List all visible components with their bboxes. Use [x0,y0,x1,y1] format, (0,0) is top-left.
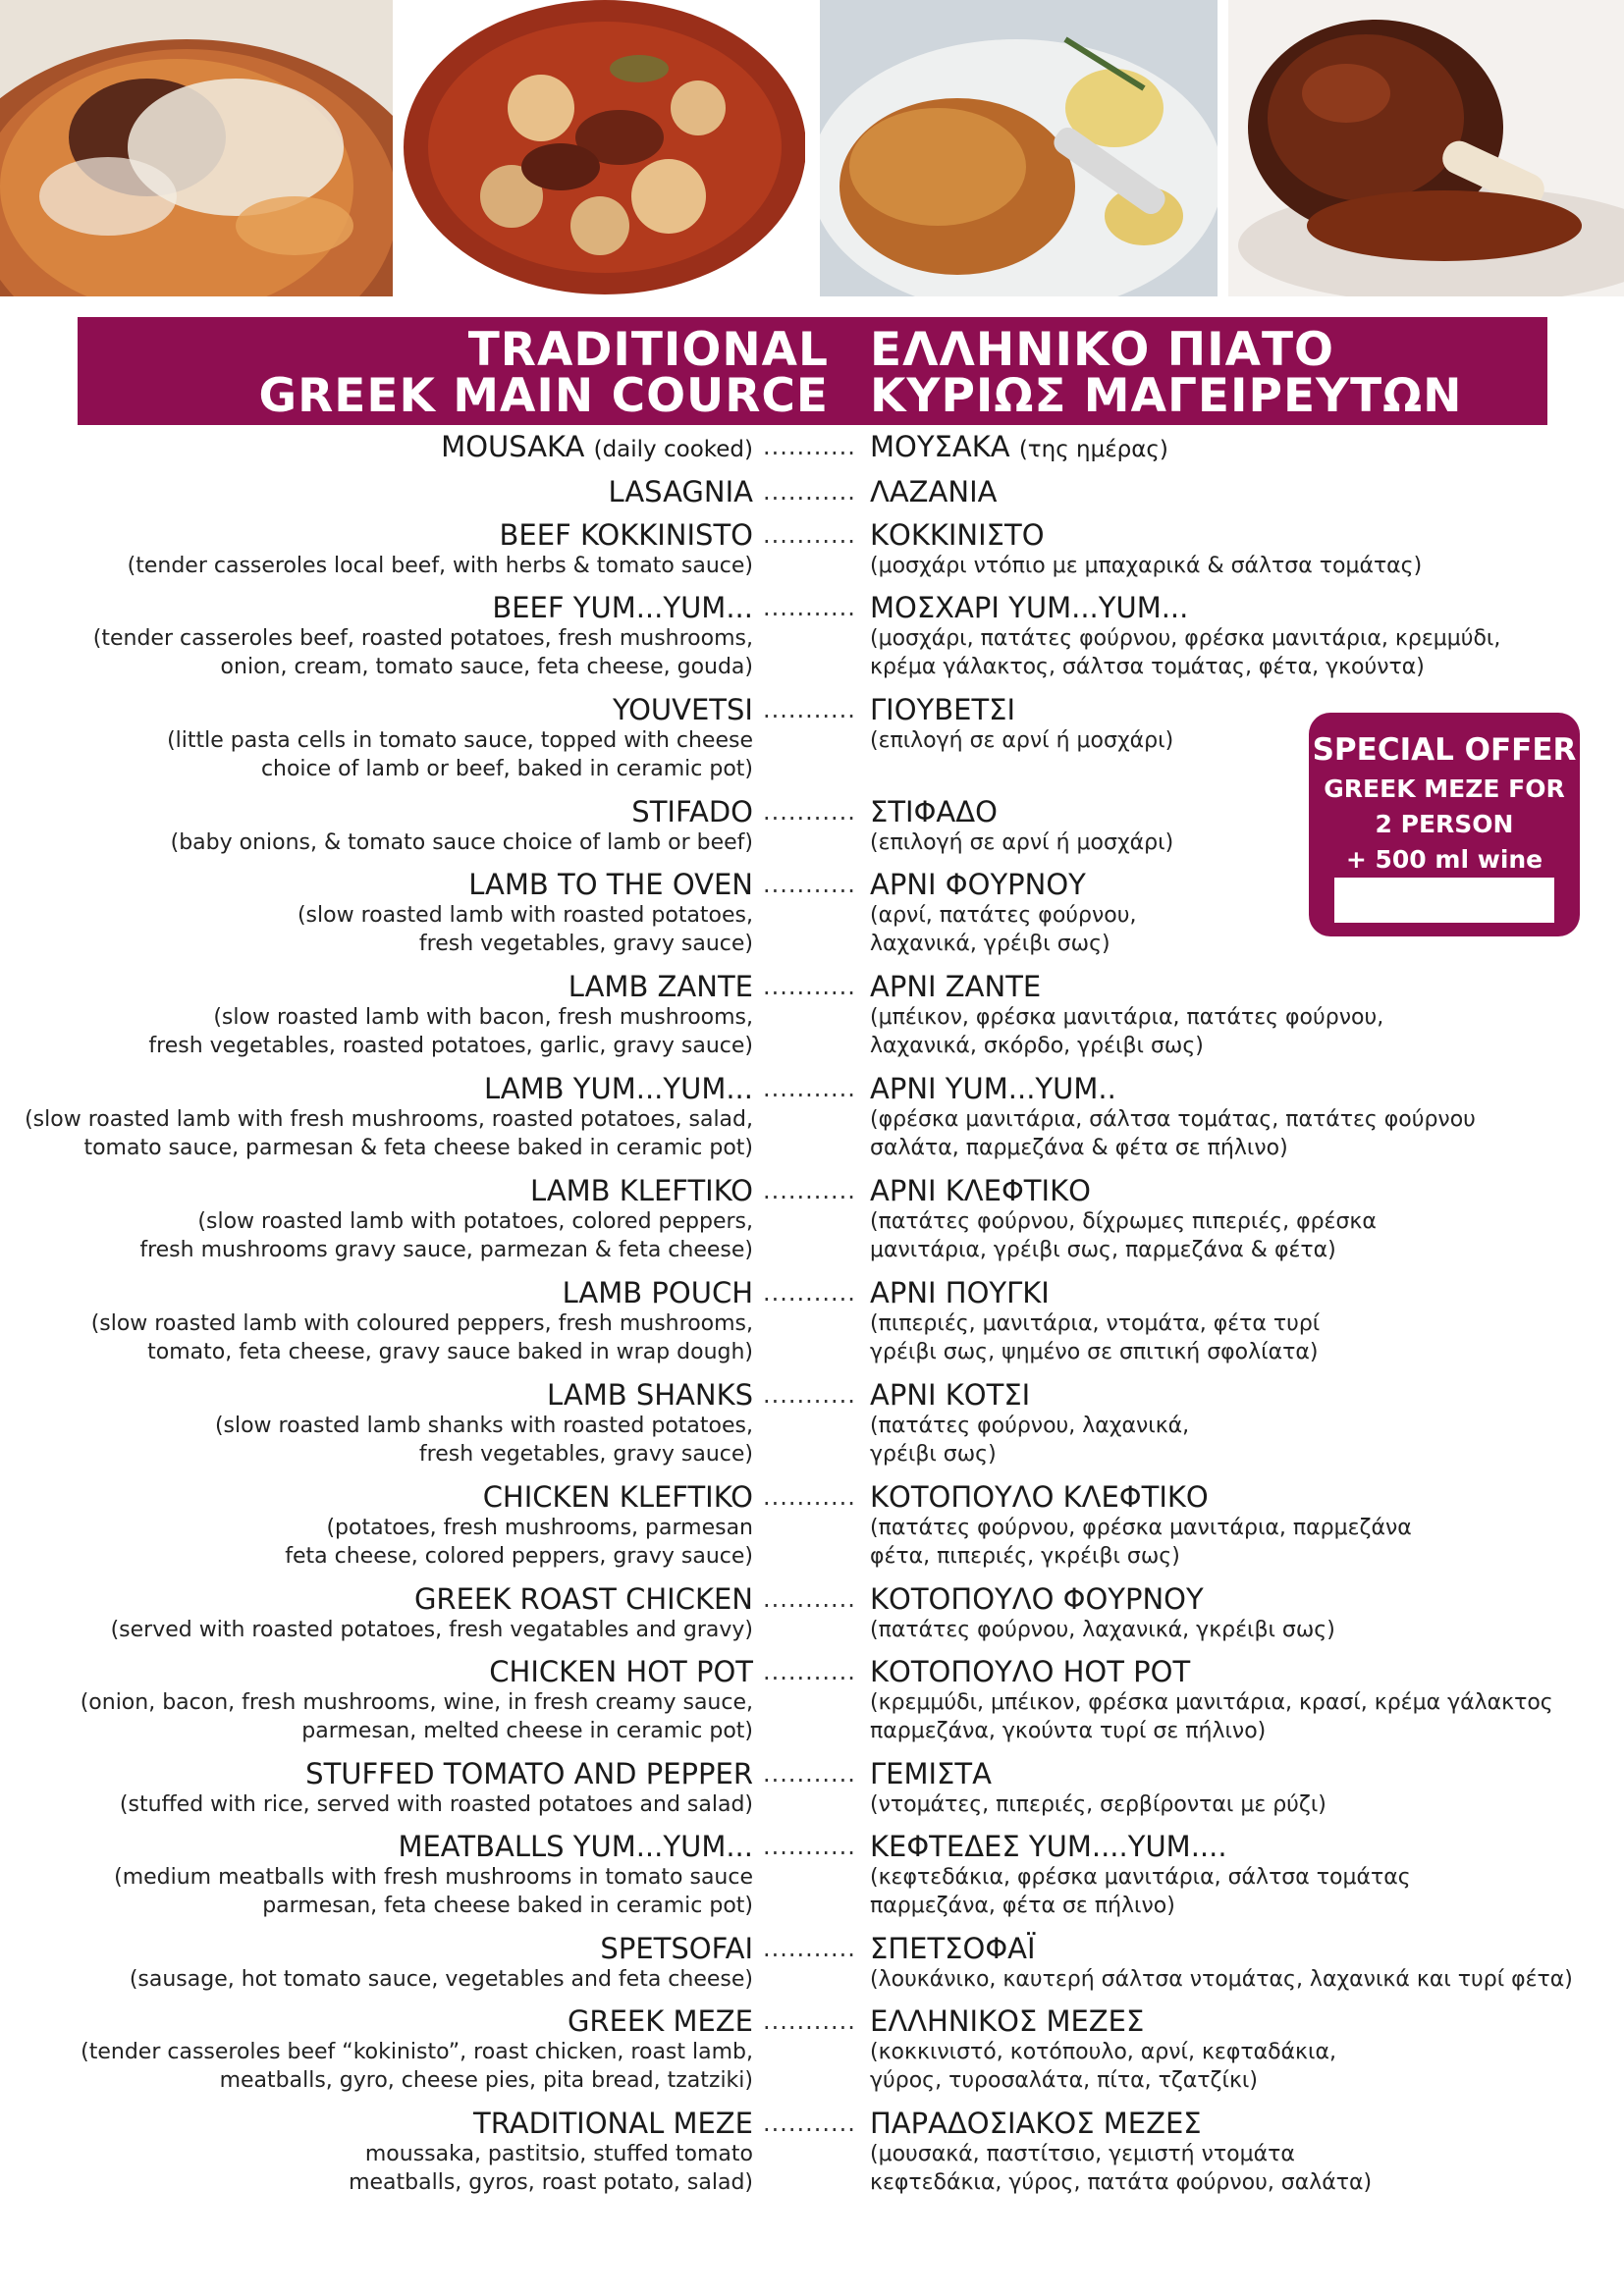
dish-name-english [298,868,753,901]
dish-name-greek [870,518,1422,552]
dot-leader: ........... [763,871,856,898]
dish-name-english [215,1378,753,1412]
dish-description-english: (slow roasted lamb with potatoes, colored peppers, [197,1209,753,1234]
offer-price-box [1334,878,1554,923]
dish-name-english [167,693,753,726]
dish-name-greek [870,1830,1411,1863]
dot-leader: ........... [763,433,856,460]
menu-item-english [81,1655,753,1745]
menu-item-greek [870,1480,1412,1571]
dish-name-greek-text: ΜΟΥΣΑΚΑ [870,430,1010,463]
dish-name-english-text: LAMB TO THE OVEN [468,868,753,901]
dot-leader: ........... [763,594,856,621]
dish-name-english [111,1582,753,1616]
dish-name-greek [870,430,1168,466]
dish-description-english: (potatoes, fresh mushrooms, parmesan [326,1516,753,1540]
dish-name-english-text: LAMB POUCH [562,1276,753,1309]
dish-name-english [120,1757,753,1790]
dish-description-greek: φέτα, πιπεριές, γκρέιβι σως) [870,1544,1180,1569]
menu-item-english [139,1174,753,1264]
header-greek [870,323,1463,423]
dish-name-english-text: CHICKEN HOT POT [489,1655,753,1688]
dish-description-english: (baby onions, & tomato sauce choice of lamb or beef) [170,830,753,855]
dot-leader: ........... [763,1075,856,1102]
dish-description-greek: λαχανικά, γρέιβι σως) [870,932,1110,956]
dish-name-greek-text: ΛΑΖΑΝΙΑ [870,475,998,508]
dish-name-greek-text: ΣΠΕΤΣΟΦΑΪ [870,1932,1036,1965]
menu-item-english [91,1276,753,1366]
dish-name-english [349,2107,753,2140]
dish-name-english-text: LAMB ZANTE [568,970,753,1003]
dish-description-greek: (φρέσκα μανιτάρια, σάλτσα τομάτας, πατάτες φούρνου [870,1107,1476,1132]
dot-leader: ........... [763,696,856,723]
dish-name-greek-text: ΚΟΤΟΠΟΥΛΟ HOT POT [870,1655,1191,1688]
dish-description-greek: (πιπεριές, μανιτάρια, ντομάτα, φέτα τυρί [870,1311,1321,1336]
menu-item-greek [870,1174,1377,1264]
dish-description-greek: (κεφτεδάκια, φρέσκα μανιτάρια, σάλτσα τομάτας [870,1865,1411,1890]
dish-name-english [130,1932,753,1965]
youvetsi-photo [0,0,393,296]
dot-leader: ........... [763,1483,856,1511]
dish-name-greek-text: ΚΟΤΟΠΟΥΛΟ ΦΟΥΡΝΟΥ [870,1582,1204,1616]
dish-name-greek [870,591,1500,624]
dish-name-greek-text: ΑΡΝΙ ΚΛΕΦΤΙΚΟ [870,1174,1091,1207]
dish-name-english-text: LASAGNIA [608,475,753,508]
dish-name-english-text: MEATBALLS YUM...YUM... [398,1830,753,1863]
dish-description-english: (slow roasted lamb with roasted potatoes, [297,903,753,928]
dish-description-greek: (κοκκινιστό, κοτόπουλο, αρνί, κεφταδάκια, [870,2040,1336,2064]
menu-item-greek [870,430,1168,466]
dish-description-english: onion, cream, tomato sauce, feta cheese, gouda) [220,655,753,679]
dish-name-english [81,1655,753,1688]
menu-item-greek [870,1072,1476,1162]
dot-leader: ........... [763,2109,856,2137]
menu-item-greek [870,2107,1372,2197]
dish-description-english: (sausage, hot tomato sauce, vegetables and feta cheese) [129,1967,753,1992]
dish-name-greek-text: ΚΟΚΚΙΝΙΣΤΟ [870,518,1045,552]
menu-item-greek [870,693,1173,755]
dish-name-greek [870,1757,1326,1790]
lamb-shank-photo [1228,0,1624,296]
menu-item-greek [870,591,1500,681]
dot-leader: ........... [763,973,856,1000]
offer-title: SPECIAL OFFER [1312,732,1577,768]
dish-description-greek: κρέμα γάλακτος, σάλτσα τομάτας, φέτα, γκούντα) [870,655,1425,679]
dish-description-greek: γρέιβι σως, ψημένο σε σπιτική σφολίατα) [870,1340,1319,1364]
dish-description-english: (served with roasted potatoes, fresh vegatables and gravy) [110,1618,753,1642]
menu-item-greek [870,1830,1411,1920]
dish-description-greek: παρμεζάνα, γκούντα τυρί σε πήλινο) [870,1719,1267,1743]
menu-item-greek [870,1582,1335,1644]
roast-chicken-photo [820,0,1218,296]
dish-description-english: parmesan, melted cheese in ceramic pot) [301,1719,753,1743]
menu-item-english [349,2107,753,2197]
dish-description-greek: (πατάτες φούρνου, φρέσκα μανιτάρια, παρμεζάνα [870,1516,1412,1540]
dish-description-english: (stuffed with rice, served with roasted potatoes and salad) [119,1792,753,1817]
dish-name-english [171,795,753,828]
dish-description-english: (tender casseroles local beef, with herbs & tomato sauce) [127,554,753,578]
menu-item-english [441,430,753,466]
menu-item-english [25,1072,753,1162]
dish-description-english: moussaka, pastitsio, stuffed tomato [364,2142,753,2166]
menu-item-english [128,518,753,580]
dish-description-greek: (μοσχάρι, πατάτες φούρνου, φρέσκα μανιτάρια, κρεμμύδι, [870,626,1501,651]
dish-name-english [285,1480,753,1514]
dish-description-greek: (πατάτες φούρνου, λαχανικά, [870,1414,1190,1438]
dot-leader: ........... [763,1935,856,1962]
dish-description-english: meatballs, gyro, cheese pies, pita bread, tzatziki) [219,2068,753,2093]
dish-description-english: feta cheese, colored peppers, gravy sauce) [285,1544,753,1569]
dish-name-greek [870,970,1383,1003]
menu-item-greek [870,1932,1573,1994]
menu-item-greek [870,1757,1326,1819]
dish-description-greek: κεφτεδάκια, γύρος, πατάτα φούρνου, σαλάτα) [870,2170,1373,2195]
dish-description-english: (slow roasted lamb with fresh mushrooms, roasted potatoes, salad, [25,1107,753,1132]
dish-description-english: (tender casseroles beef “kokinisto”, roast chicken, roast lamb, [81,2040,753,2064]
menu-item-english [215,1378,753,1468]
dot-leader: ........... [763,1658,856,1685]
header-greek-line-2: ΚΥΡΙΩΣ ΜΑΓΕΙΡΕΥΤΩΝ [870,369,1463,423]
menu-item-greek [870,2004,1336,2095]
dot-leader: ........... [763,1760,856,1788]
menu-item-english [130,1932,753,1994]
dish-description-english: parmesan, feta cheese baked in ceramic pot) [262,1894,753,1918]
header-greek-line-1: ΕΛΛΗΝΙΚΟ ΠΙΑΤΟ [870,323,1334,377]
menu-item-greek [870,518,1422,580]
dish-name-english-text: LAMB KLEFTIKO [530,1174,753,1207]
dish-name-english [441,430,753,466]
menu-item-greek [870,1276,1320,1366]
dish-name-greek-text: ΚΟΤΟΠΟΥΛΟ ΚΛΕΦΤΙΚΟ [870,1480,1209,1514]
dish-name-english [114,1830,753,1863]
dish-name-greek-text: ΑΡΝΙ YUM...YUM.. [870,1072,1116,1105]
dish-description-english: tomato, feta cheese, gravy sauce baked in wrap dough) [147,1340,753,1364]
dish-description-english: tomato sauce, parmesan & feta cheese baked in ceramic pot) [83,1136,753,1160]
dish-name-greek [870,1655,1553,1688]
dish-name-english [128,518,753,552]
dish-name-english [148,970,753,1003]
header-english-line-2: GREEK MAIN COURCE [258,369,829,423]
dish-description-english: meatballs, gyros, roast potato, salad) [349,2170,753,2195]
dish-name-english-text: LAMB YUM...YUM... [483,1072,753,1105]
dish-description-greek: παρμεζάνα, φέτα σε πήλινο) [870,1894,1175,1918]
dot-leader: ........... [763,2007,856,2035]
menu-item-greek [870,868,1136,958]
dish-name-greek-text: ΑΡΝΙ ΦΟΥΡΝΟΥ [870,868,1086,901]
dot-leader: ........... [763,1833,856,1860]
dish-description-english: fresh vegetables, gravy sauce) [418,932,753,956]
dot-leader: ........... [763,1279,856,1307]
dish-name-greek [870,2004,1336,2038]
dish-description-greek: (επιλογή σε αρνί ή μοσχάρι) [870,830,1174,855]
stifado-photo [404,0,805,296]
dish-name-english-text: BEEF YUM...YUM... [492,591,753,624]
dish-description-english: (medium meatballs with fresh mushrooms in tomato sauce [114,1865,753,1890]
dish-name-greek [870,868,1136,901]
dish-name-greek-text: ΣΤΙΦΑΔΟ [870,795,998,828]
dish-name-english-text: STIFADO [631,795,753,828]
dish-description-greek: (μπέικον, φρέσκα μανιτάρια, πατάτες φούρνου, [870,1005,1384,1030]
dish-name-greek [870,1582,1335,1616]
menu-item-english [167,693,753,783]
menu-item-greek [870,1378,1189,1468]
menu-item-english [120,1757,753,1819]
header-english-line-1: TRADITIONAL [467,323,829,377]
dish-description-english: (little pasta cells in tomato sauce, topped with cheese [167,728,753,753]
menu-item-english [114,1830,753,1920]
photo-strip [0,0,1624,296]
dish-name-english-text: GREEK ROAST CHICKEN [413,1582,753,1616]
dish-name-english-text: GREEK MEZE [567,2004,753,2038]
dish-name-english-text: YOUVETSI [612,693,753,726]
dish-name-greek-text: ΑΡΝΙ ΠΟΥΓΚΙ [870,1276,1050,1309]
menu-item-english [111,1582,753,1644]
dot-leader: ........... [763,798,856,826]
dish-name-english [139,1174,753,1207]
dish-description-greek: (λουκάνικο, καυτερή σάλτσα ντομάτας, λαχανικά και τυρί φέτα) [870,1967,1573,1992]
dot-leader: ........... [763,1585,856,1613]
dish-name-english [81,2004,753,2038]
dish-description-greek: (πατάτες φούρνου, λαχανικά, γκρέιβι σως) [870,1618,1335,1642]
dish-name-greek [870,1932,1573,1965]
dish-description-greek: (μοσχάρι ντόπιο με μπαχαρικά & σάλτσα τομάτας) [870,554,1423,578]
dish-description-greek: (ντομάτες, πιπεριές, σερβίρονται με ρύζι) [870,1792,1326,1817]
dish-note-greek: (της ημέρας) [1018,437,1168,462]
dish-name-english-text: SPETSOFAI [600,1932,753,1965]
dish-name-greek-text: ΓΕΜΙΣΤΑ [870,1757,992,1790]
dish-name-english-text: STUFFED TOMATO AND PEPPER [305,1757,753,1790]
dish-description-greek: λαχανικά, σκόρδο, γρέιβι σως) [870,1034,1204,1058]
dish-name-greek [870,795,1173,828]
dish-description-greek: γύρος, τυροσαλάτα, πίτα, τζατζίκι) [870,2068,1258,2093]
dish-name-greek [870,1276,1320,1309]
menu-item-greek [870,475,997,508]
dish-name-english-text: CHICKEN KLEFTIKO [482,1480,753,1514]
dish-name-greek [870,1378,1189,1412]
dish-description-english: fresh vegetables, roasted potatoes, garlic, gravy sauce) [148,1034,753,1058]
dot-leader: ........... [763,1177,856,1204]
menu-item-english [93,591,753,681]
dish-name-greek [870,2107,1372,2140]
dish-note-english: (daily cooked) [593,437,753,462]
dish-name-english-text: BEEF KOKKINISTO [499,518,753,552]
dish-name-greek [870,1480,1412,1514]
offer-line-2: 2 PERSON [1375,810,1514,838]
dish-name-greek [870,1072,1476,1105]
dish-description-english: (slow roasted lamb with bacon, fresh mushrooms, [213,1005,753,1030]
dish-description-english: (slow roasted lamb with coloured peppers, fresh mushrooms, [90,1311,753,1336]
menu-item-english [148,970,753,1060]
dish-description-english: (onion, bacon, fresh mushrooms, wine, in fresh creamy sauce, [80,1690,753,1715]
dish-name-greek-text: ΓΙΟΥΒΕΤΣΙ [870,693,1016,726]
dish-name-greek [870,1174,1377,1207]
dish-name-english [93,591,753,624]
offer-line-1: GREEK MEZE FOR [1324,774,1565,803]
dish-name-greek-text: ΜΟΣΧΑΡΙ YUM...YUM... [870,591,1189,624]
dish-description-greek: γρέιβι σως) [870,1442,997,1467]
dish-description-greek: (επιλογή σε αρνί ή μοσχάρι) [870,728,1174,753]
dish-description-greek: (μουσακά, παστίτσιο, γεμιστή ντομάτα [870,2142,1295,2166]
dish-name-greek-text: ΑΡΝΙ ΖΑΝΤΕ [870,970,1042,1003]
dish-name-english-text: MOUSAKA [441,430,585,463]
dish-name-english-text: LAMB SHANKS [547,1378,753,1412]
dish-name-english-text: TRADITIONAL MEZE [473,2107,753,2140]
special-offer-badge [1309,713,1580,936]
dish-description-greek: (πατάτες φούρνου, δίχρωμες πιπεριές, φρέσκα [870,1209,1377,1234]
dish-name-greek [870,475,997,508]
dish-description-english: (slow roasted lamb shanks with roasted potatoes, [214,1414,753,1438]
dish-name-greek [870,693,1173,726]
menu-item-greek [870,795,1173,857]
menu-item-english [285,1480,753,1571]
dish-description-english: fresh vegetables, gravy sauce) [418,1442,753,1467]
dish-name-english [25,1072,753,1105]
dot-leader: ........... [763,521,856,549]
dish-name-english [91,1276,753,1309]
dot-leader: ........... [763,478,856,506]
menu-item-english [609,475,754,508]
menu-item-english [81,2004,753,2095]
menu-item-greek [870,1655,1553,1745]
menu-item-english [171,795,753,857]
dish-name-english [609,475,754,508]
menu-item-greek [870,970,1383,1060]
dish-description-greek: σαλάτα, παρμεζάνα & φέτα σε πήλινο) [870,1136,1288,1160]
dish-name-greek-text: ΑΡΝΙ ΚΟΤΣΙ [870,1378,1031,1412]
dish-description-english: choice of lamb or beef, baked in ceramic pot) [260,757,753,781]
menu-item-english [298,868,753,958]
dot-leader: ........... [763,1381,856,1409]
header-english [258,323,830,423]
dish-description-english: fresh mushrooms gravy sauce, parmezan & feta cheese) [139,1238,753,1262]
dish-name-greek-text: ΕΛΛΗΝΙΚΟΣ ΜΕΖΕΣ [870,2004,1145,2038]
dish-name-greek-text: ΠΑΡΑΔΟΣΙΑΚΟΣ ΜΕΖΕΣ [870,2107,1202,2140]
dish-description-greek: (αρνί, πατάτες φούρνου, [870,903,1137,928]
offer-line-3: + 500 ml wine [1345,845,1543,874]
section-header [78,317,1547,425]
dish-name-greek-text: ΚΕΦΤΕΔΕΣ YUM....YUM.... [870,1830,1227,1863]
dish-description-greek: (κρεμμύδι, μπέικον, φρέσκα μανιτάρια, κρασί, κρέμα γάλακτος [870,1690,1553,1715]
dish-description-greek: μανιτάρια, γρέιβι σως, παρμεζάνα & φέτα) [870,1238,1336,1262]
dish-description-english: (tender casseroles beef, roasted potatoes, fresh mushrooms, [92,626,753,651]
